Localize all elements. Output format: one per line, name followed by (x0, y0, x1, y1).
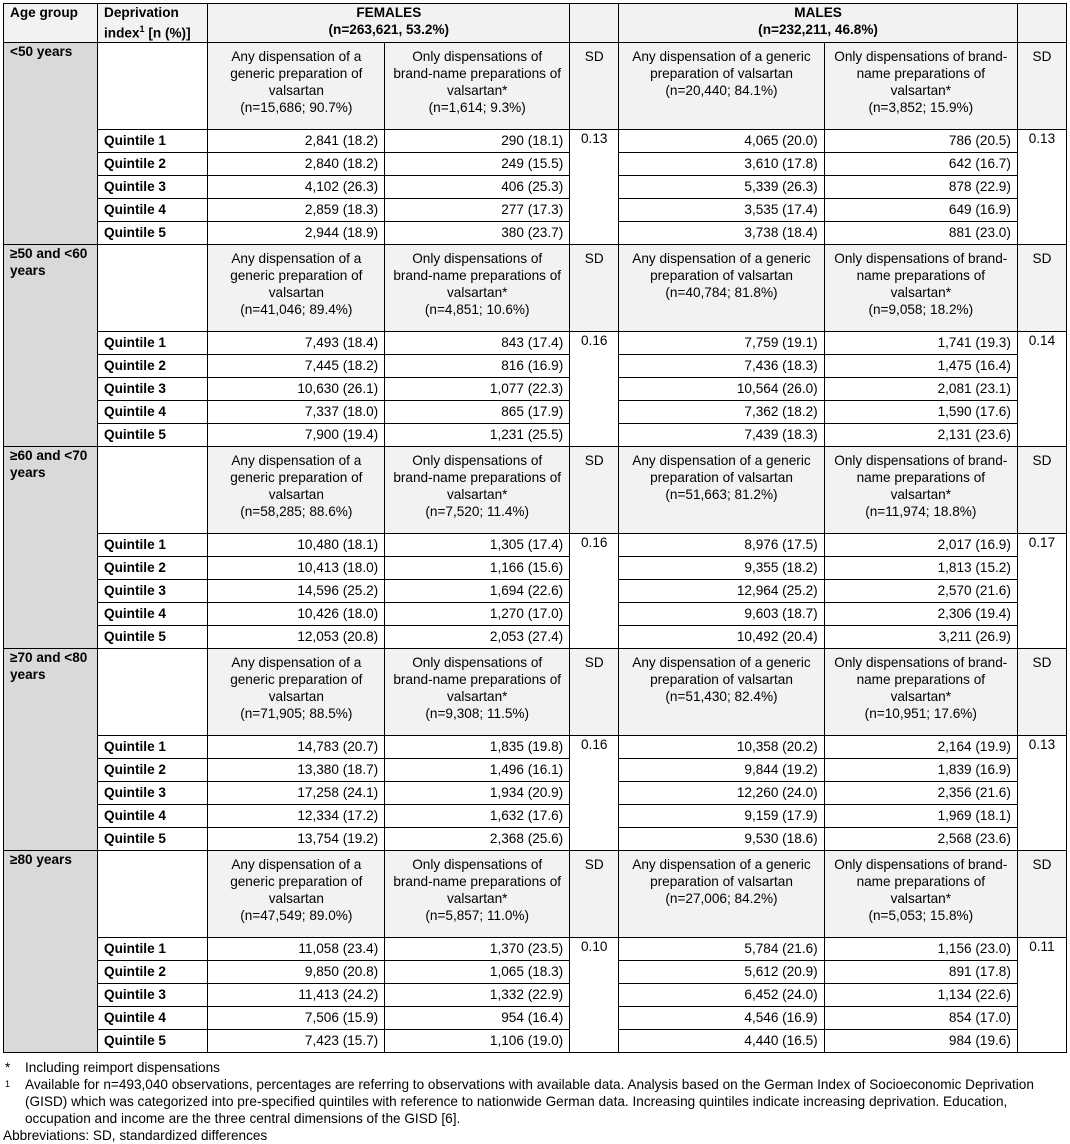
age-group-cell: ≥80 years (4, 850, 98, 1052)
subheader-cell (619, 850, 824, 937)
female-generic-value: 2,944 (18.9) (208, 221, 385, 244)
table-row (4, 625, 1067, 648)
subheader-cell (824, 42, 1017, 129)
male-generic-value: 3,738 (18.4) (619, 221, 824, 244)
abbreviations: Abbreviations: SD, standardized differences (3, 1127, 268, 1143)
male-brand-value: 3,211 (26.9) (824, 625, 1017, 648)
subheader-label: Only dispensations of brand-name preparations of valsartan* (393, 856, 562, 906)
female-generic-value: 11,058 (23.4) (208, 937, 385, 960)
male-brand-value: 2,081 (23.1) (824, 377, 1017, 400)
header-blank-f (570, 4, 619, 43)
subheader-cell (208, 42, 385, 129)
female-generic-value: 9,850 (20.8) (208, 960, 385, 983)
group-subheader-row (4, 244, 1067, 331)
header-deprivation (98, 4, 208, 43)
subheader-label: SD (584, 48, 604, 64)
subheader-count: (n=51,663; 81.2%) (665, 486, 778, 502)
female-generic-value: 14,783 (20.7) (208, 735, 385, 758)
subheader-label: SD (1032, 250, 1052, 266)
quintile-label: Quintile 3 (98, 377, 208, 400)
subheader-cell (824, 446, 1017, 533)
male-generic-value: 3,610 (17.8) (619, 152, 824, 175)
male-brand-value: 1,839 (16.9) (824, 758, 1017, 781)
age-group-cell: ≥50 and <60 years (4, 244, 98, 446)
group-subheader-row (4, 446, 1067, 533)
subheader-count: (n=11,974; 18.8%) (865, 503, 977, 519)
male-generic-value: 4,440 (16.5) (619, 1029, 824, 1052)
female-generic-value: 10,480 (18.1) (208, 533, 385, 556)
female-generic-value: 2,841 (18.2) (208, 129, 385, 152)
quintile-label: Quintile 2 (98, 354, 208, 377)
table-row (4, 937, 1067, 960)
subheader-cell (824, 648, 1017, 735)
subheader-cell (385, 648, 570, 735)
quintile-label: Quintile 4 (98, 602, 208, 625)
female-generic-value: 4,102 (26.3) (208, 175, 385, 198)
age-group-cell: <50 years (4, 42, 98, 244)
male-brand-value: 2,131 (23.6) (824, 423, 1017, 446)
quintile-label: Quintile 1 (98, 937, 208, 960)
female-brand-value: 865 (17.9) (385, 400, 570, 423)
subheader-label: SD (584, 654, 604, 670)
female-brand-value: 1,270 (17.0) (385, 602, 570, 625)
male-sd-value: 0.13 (1017, 129, 1066, 244)
female-generic-value: 2,859 (18.3) (208, 198, 385, 221)
subheader-label: SD (1032, 856, 1052, 872)
table-row (4, 960, 1067, 983)
female-generic-value: 12,334 (17.2) (208, 804, 385, 827)
quintile-label: Quintile 2 (98, 960, 208, 983)
female-brand-value: 277 (17.3) (385, 198, 570, 221)
subheader-cell (570, 850, 619, 937)
subheader-label: Any dispensation of a generic preparation of valsartan (230, 250, 363, 300)
subheader-blank (98, 446, 208, 533)
subheader-cell (619, 42, 824, 129)
header-females (208, 4, 570, 43)
female-generic-value: 7,445 (18.2) (208, 354, 385, 377)
female-brand-value: 249 (15.5) (385, 152, 570, 175)
quintile-label: Quintile 4 (98, 1006, 208, 1029)
male-generic-value: 9,355 (18.2) (619, 556, 824, 579)
quintile-label: Quintile 4 (98, 400, 208, 423)
subheader-cell (385, 244, 570, 331)
female-generic-value: 10,413 (18.0) (208, 556, 385, 579)
subheader-blank (98, 648, 208, 735)
female-brand-value: 380 (23.7) (385, 221, 570, 244)
subheader-label: Any dispensation of a generic preparation of valsartan (632, 250, 811, 283)
subheader-count: (n=10,951; 17.6%) (864, 705, 977, 721)
subheader-label: Any dispensation of a generic preparation of valsartan (230, 856, 363, 906)
female-sd-value: 0.16 (570, 331, 619, 446)
female-sd-value: 0.16 (570, 735, 619, 850)
subheader-count: (n=40,784; 81.8%) (665, 284, 778, 300)
male-brand-value: 2,306 (19.4) (824, 602, 1017, 625)
female-brand-value: 1,934 (20.9) (385, 781, 570, 804)
subheader-label: Only dispensations of brand-name preparations of valsartan* (393, 48, 562, 98)
table-row (4, 827, 1067, 850)
subheader-label: Any dispensation of a generic preparation of valsartan (230, 48, 363, 98)
table-row (4, 758, 1067, 781)
male-generic-value: 7,436 (18.3) (619, 354, 824, 377)
footnote-ref-1: 1 (139, 24, 145, 34)
subheader-cell (570, 446, 619, 533)
subheader-label: Only dispensations of brand-name preparations of valsartan* (834, 856, 1008, 906)
quintile-label: Quintile 5 (98, 625, 208, 648)
quintile-label: Quintile 1 (98, 331, 208, 354)
male-generic-value: 6,452 (24.0) (619, 983, 824, 1006)
quintile-label: Quintile 1 (98, 533, 208, 556)
table-row (4, 331, 1067, 354)
footnote-star-mark: * (5, 1059, 11, 1075)
header-females-count: (n=263,621, 53.2%) (328, 22, 450, 37)
header-blank-m (1017, 4, 1066, 43)
subheader-label: Only dispensations of brand-name preparations of valsartan* (393, 452, 562, 502)
table-row (4, 377, 1067, 400)
table-row (4, 781, 1067, 804)
female-brand-value: 290 (18.1) (385, 129, 570, 152)
subheader-cell (570, 42, 619, 129)
table-row (4, 129, 1067, 152)
subheader-label: Only dispensations of brand-name preparations of valsartan* (393, 654, 562, 704)
footnote-star-text: Including reimport dispensations (25, 1059, 220, 1075)
age-group-cell: ≥70 and <80 years (4, 648, 98, 850)
quintile-label: Quintile 3 (98, 579, 208, 602)
subheader-count: (n=9,308; 11.5%) (425, 705, 530, 721)
footnote-one-sup: 1 (5, 1078, 11, 1089)
subheader-label: SD (1032, 48, 1052, 64)
quintile-label: Quintile 5 (98, 1029, 208, 1052)
male-generic-value: 4,546 (16.9) (619, 1006, 824, 1029)
subheader-cell (1017, 850, 1066, 937)
female-generic-value: 11,413 (24.2) (208, 983, 385, 1006)
subheader-label: Any dispensation of a generic preparation of valsartan (632, 452, 811, 485)
footnote-one (3, 1076, 1067, 1127)
subheader-count: (n=51,430; 82.4%) (665, 688, 778, 704)
female-brand-value: 1,835 (19.8) (385, 735, 570, 758)
male-generic-value: 8,976 (17.5) (619, 533, 824, 556)
male-brand-value: 786 (20.5) (824, 129, 1017, 152)
table-row (4, 198, 1067, 221)
subheader-label: SD (584, 250, 604, 266)
subheader-count: (n=5,053; 15.8%) (868, 907, 974, 923)
subheader-label: Only dispensations of brand-name preparations of valsartan* (834, 654, 1008, 704)
table-row (4, 983, 1067, 1006)
header-deprivation-label: Deprivation index (104, 5, 179, 41)
subheader-count: (n=9,058; 18.2%) (868, 301, 974, 317)
quintile-label: Quintile 2 (98, 758, 208, 781)
male-sd-value: 0.11 (1017, 937, 1066, 1052)
subheader-blank (98, 244, 208, 331)
header-age-group-label: Age group (10, 5, 78, 20)
male-generic-value: 12,260 (24.0) (619, 781, 824, 804)
quintile-label: Quintile 2 (98, 556, 208, 579)
subheader-cell (208, 446, 385, 533)
header-deprivation-unit: [n (%)] (144, 25, 191, 41)
female-brand-value: 1,632 (17.6) (385, 804, 570, 827)
subheader-cell (570, 648, 619, 735)
male-brand-value: 1,475 (16.4) (824, 354, 1017, 377)
subheader-count: (n=27,006; 84.2%) (665, 890, 778, 906)
age-group-cell: ≥60 and <70 years (4, 446, 98, 648)
subheader-cell (824, 244, 1017, 331)
male-sd-value: 0.17 (1017, 533, 1066, 648)
subheader-label: Only dispensations of brand-name preparations of valsartan* (834, 250, 1008, 300)
group-subheader-row (4, 42, 1067, 129)
table-row (4, 579, 1067, 602)
footnotes (3, 1059, 1067, 1144)
subheader-count: (n=7,520; 11.4%) (425, 503, 530, 519)
footnote-star (3, 1059, 1067, 1076)
female-generic-value: 7,493 (18.4) (208, 331, 385, 354)
female-brand-value: 406 (25.3) (385, 175, 570, 198)
header-row (4, 4, 1067, 43)
subheader-label: SD (584, 856, 604, 872)
male-brand-value: 649 (16.9) (824, 198, 1017, 221)
female-generic-value: 2,840 (18.2) (208, 152, 385, 175)
subheader-cell (1017, 446, 1066, 533)
group-subheader-row (4, 850, 1067, 937)
subheader-count: (n=5,857; 11.0%) (425, 907, 530, 923)
male-brand-value: 642 (16.7) (824, 152, 1017, 175)
table-row (4, 175, 1067, 198)
subheader-count: (n=3,852; 15.9%) (868, 99, 974, 115)
subheader-cell (208, 648, 385, 735)
male-brand-value: 2,017 (16.9) (824, 533, 1017, 556)
female-brand-value: 1,231 (25.5) (385, 423, 570, 446)
subheader-cell (385, 850, 570, 937)
subheader-cell (208, 850, 385, 937)
footnote-one-mark (3, 1076, 25, 1127)
male-generic-value: 7,759 (19.1) (619, 331, 824, 354)
subheader-label: Any dispensation of a generic preparation of valsartan (632, 48, 811, 81)
table-row (4, 602, 1067, 625)
female-brand-value: 1,370 (23.5) (385, 937, 570, 960)
quintile-label: Quintile 4 (98, 198, 208, 221)
male-generic-value: 9,844 (19.2) (619, 758, 824, 781)
quintile-label: Quintile 3 (98, 781, 208, 804)
subheader-blank (98, 42, 208, 129)
female-generic-value: 17,258 (24.1) (208, 781, 385, 804)
male-sd-value: 0.14 (1017, 331, 1066, 446)
male-generic-value: 12,964 (25.2) (619, 579, 824, 602)
subheader-label: Any dispensation of a generic preparation of valsartan (632, 654, 811, 687)
female-generic-value: 14,596 (25.2) (208, 579, 385, 602)
table-row (4, 1006, 1067, 1029)
subheader-cell (570, 244, 619, 331)
subheader-count: (n=20,440; 84.1%) (665, 82, 778, 98)
header-males-count: (n=232,211, 46.8%) (758, 22, 878, 37)
table-row (4, 400, 1067, 423)
male-generic-value: 7,362 (18.2) (619, 400, 824, 423)
female-sd-value: 0.13 (570, 129, 619, 244)
male-generic-value: 9,603 (18.7) (619, 602, 824, 625)
female-sd-value: 0.10 (570, 937, 619, 1052)
female-brand-value: 1,065 (18.3) (385, 960, 570, 983)
quintile-label: Quintile 5 (98, 221, 208, 244)
table-row (4, 221, 1067, 244)
subheader-cell (385, 446, 570, 533)
female-brand-value: 1,077 (22.3) (385, 377, 570, 400)
subheader-label: Only dispensations of brand-name preparations of valsartan* (834, 452, 1008, 502)
subheader-label: Any dispensation of a generic preparation of valsartan (230, 654, 363, 704)
female-brand-value: 1,166 (15.6) (385, 556, 570, 579)
female-sd-value: 0.16 (570, 533, 619, 648)
subheader-cell (619, 648, 824, 735)
quintile-label: Quintile 5 (98, 827, 208, 850)
quintile-label: Quintile 4 (98, 804, 208, 827)
male-generic-value: 5,612 (20.9) (619, 960, 824, 983)
header-males-label: MALES (794, 5, 842, 20)
table-row (4, 556, 1067, 579)
subheader-cell (385, 42, 570, 129)
female-brand-value: 2,053 (27.4) (385, 625, 570, 648)
female-brand-value: 816 (16.9) (385, 354, 570, 377)
female-generic-value: 7,900 (19.4) (208, 423, 385, 446)
male-sd-value: 0.13 (1017, 735, 1066, 850)
male-brand-value: 1,813 (15.2) (824, 556, 1017, 579)
female-brand-value: 1,332 (22.9) (385, 983, 570, 1006)
subheader-count: (n=4,851; 10.6%) (424, 301, 530, 317)
subheader-cell (824, 850, 1017, 937)
female-generic-value: 7,423 (15.7) (208, 1029, 385, 1052)
male-brand-value: 1,156 (23.0) (824, 937, 1017, 960)
female-brand-value: 1,106 (19.0) (385, 1029, 570, 1052)
table-row (4, 354, 1067, 377)
subheader-label: Any dispensation of a generic preparation of valsartan (230, 452, 363, 502)
subheader-cell (619, 244, 824, 331)
female-generic-value: 7,337 (18.0) (208, 400, 385, 423)
data-table (3, 3, 1067, 1053)
male-brand-value: 1,590 (17.6) (824, 400, 1017, 423)
quintile-label: Quintile 2 (98, 152, 208, 175)
male-brand-value: 2,356 (21.6) (824, 781, 1017, 804)
female-brand-value: 2,368 (25.6) (385, 827, 570, 850)
female-generic-value: 13,754 (19.2) (208, 827, 385, 850)
male-generic-value: 9,530 (18.6) (619, 827, 824, 850)
table-row (4, 152, 1067, 175)
male-brand-value: 984 (19.6) (824, 1029, 1017, 1052)
male-brand-value: 2,164 (19.9) (824, 735, 1017, 758)
male-generic-value: 5,339 (26.3) (619, 175, 824, 198)
table-row (4, 533, 1067, 556)
female-brand-value: 1,694 (22.6) (385, 579, 570, 602)
table-row (4, 423, 1067, 446)
subheader-label: Any dispensation of a generic preparation of valsartan (632, 856, 811, 889)
male-generic-value: 10,564 (26.0) (619, 377, 824, 400)
subheader-label: Only dispensations of brand-name preparations of valsartan* (834, 48, 1008, 98)
male-brand-value: 854 (17.0) (824, 1006, 1017, 1029)
subheader-cell (619, 446, 824, 533)
subheader-cell (1017, 244, 1066, 331)
quintile-label: Quintile 1 (98, 129, 208, 152)
male-brand-value: 1,134 (22.6) (824, 983, 1017, 1006)
female-generic-value: 7,506 (15.9) (208, 1006, 385, 1029)
subheader-label: Only dispensations of brand-name preparations of valsartan* (393, 250, 562, 300)
table-row (4, 1029, 1067, 1052)
male-brand-value: 2,568 (23.6) (824, 827, 1017, 850)
male-brand-value: 2,570 (21.6) (824, 579, 1017, 602)
table-row (4, 804, 1067, 827)
quintile-label: Quintile 3 (98, 175, 208, 198)
female-brand-value: 1,305 (17.4) (385, 533, 570, 556)
male-brand-value: 881 (23.0) (824, 221, 1017, 244)
subheader-cell (1017, 648, 1066, 735)
subheader-count: (n=41,046; 89.4%) (240, 301, 353, 317)
male-generic-value: 4,065 (20.0) (619, 129, 824, 152)
male-brand-value: 1,741 (19.3) (824, 331, 1017, 354)
male-brand-value: 878 (22.9) (824, 175, 1017, 198)
male-generic-value: 3,535 (17.4) (619, 198, 824, 221)
male-brand-value: 891 (17.8) (824, 960, 1017, 983)
group-subheader-row (4, 648, 1067, 735)
header-males (619, 4, 1018, 43)
table-row (4, 735, 1067, 758)
male-generic-value: 10,358 (20.2) (619, 735, 824, 758)
male-generic-value: 5,784 (21.6) (619, 937, 824, 960)
subheader-label: SD (584, 452, 604, 468)
male-brand-value: 1,969 (18.1) (824, 804, 1017, 827)
subheader-count: (n=47,549; 89.0%) (240, 907, 353, 923)
male-generic-value: 10,492 (20.4) (619, 625, 824, 648)
female-generic-value: 12,053 (20.8) (208, 625, 385, 648)
subheader-count: (n=1,614; 9.3%) (428, 99, 526, 115)
subheader-blank (98, 850, 208, 937)
female-brand-value: 843 (17.4) (385, 331, 570, 354)
female-brand-value: 954 (16.4) (385, 1006, 570, 1029)
female-generic-value: 10,426 (18.0) (208, 602, 385, 625)
quintile-label: Quintile 3 (98, 983, 208, 1006)
table-figure (3, 3, 1067, 1144)
subheader-label: SD (1032, 654, 1052, 670)
subheader-cell (208, 244, 385, 331)
male-generic-value: 9,159 (17.9) (619, 804, 824, 827)
quintile-label: Quintile 1 (98, 735, 208, 758)
male-generic-value: 7,439 (18.3) (619, 423, 824, 446)
footnote-one-text: Available for n=493,040 observations, percentages are referring to observations with available data. Analysis based on the German Index of Socioeconomic Deprivation (GISD) which was categorized into pre-specified quintiles with reference to nationwide German data. Increasing quintiles indicate increasing deprivation. Education, occupation and income are the three central dimensions of the GISD [6]. (25, 1076, 1034, 1126)
subheader-count: (n=58,285; 88.6%) (240, 503, 353, 519)
quintile-label: Quintile 5 (98, 423, 208, 446)
header-age-group (4, 4, 98, 43)
female-generic-value: 10,630 (26.1) (208, 377, 385, 400)
subheader-cell (1017, 42, 1066, 129)
subheader-count: (n=15,686; 90.7%) (240, 99, 353, 115)
subheader-count: (n=71,905; 88.5%) (240, 705, 353, 721)
female-generic-value: 13,380 (18.7) (208, 758, 385, 781)
header-females-label: FEMALES (356, 5, 422, 20)
subheader-label: SD (1032, 452, 1052, 468)
female-brand-value: 1,496 (16.1) (385, 758, 570, 781)
